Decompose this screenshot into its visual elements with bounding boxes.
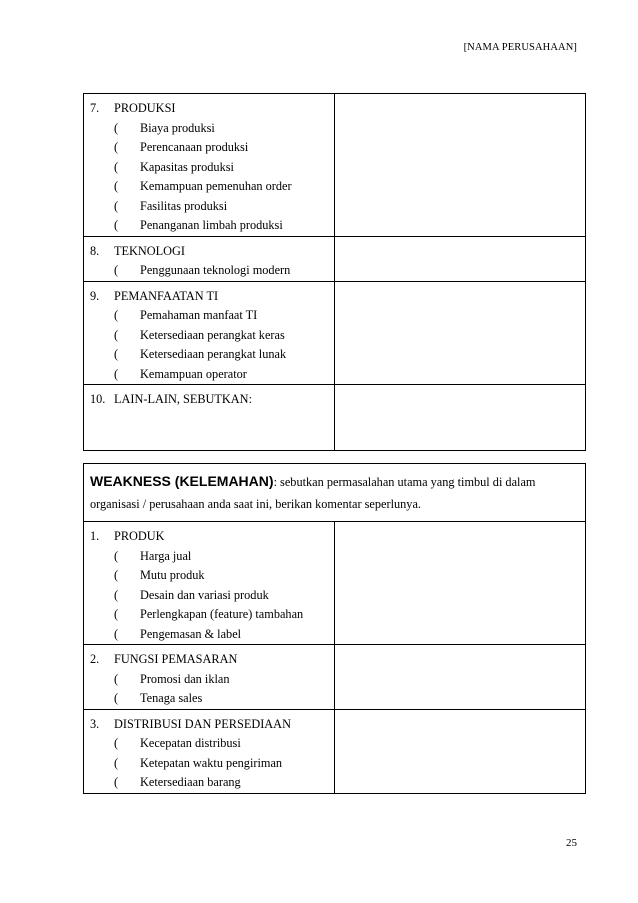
list-item: ( Kapasitas produksi xyxy=(114,159,234,174)
list-item: ( Kemampuan operator xyxy=(114,366,247,381)
table-row xyxy=(84,281,586,385)
category-cell xyxy=(84,281,335,385)
category-heading: 3. DISTRIBUSI DAN PERSEDIAAN xyxy=(90,716,291,731)
weakness-title: WEAKNESS (KELEMAHAN) xyxy=(90,473,274,489)
table-row xyxy=(84,385,586,451)
list-item: ( Mutu produk xyxy=(114,568,205,582)
list-item: ( Fasilitas produksi xyxy=(114,198,228,213)
category-heading: 1. PRODUK xyxy=(90,529,165,543)
comment-cell[interactable] xyxy=(335,645,586,710)
weakness-table xyxy=(83,463,586,794)
comment-cell[interactable] xyxy=(335,522,586,645)
page-number: 25 xyxy=(566,837,577,849)
list-item: ( Perlengkapan (feature) tambahan xyxy=(114,607,304,621)
category-heading: 7. PRODUKSI xyxy=(90,101,176,115)
category-heading: 9. PEMANFAATAN TI xyxy=(90,288,219,303)
list-item: ( Penanganan limbah produksi xyxy=(114,218,283,232)
weakness-heading-cell xyxy=(84,464,586,522)
company-header: [NAMA PERUSAHAAN] xyxy=(463,42,577,53)
category-heading: 10. LAIN-LAIN, SEBUTKAN: xyxy=(90,392,252,406)
list-item: ( Desain dan variasi produk xyxy=(114,587,269,602)
list-item: ( Tenaga sales xyxy=(114,691,203,705)
list-item: ( Ketersediaan perangkat keras xyxy=(114,327,285,342)
category-heading: 2. FUNGSI PEMASARAN xyxy=(90,652,238,666)
category-heading: 8. TEKNOLOGI xyxy=(90,243,186,258)
table-row xyxy=(84,522,586,645)
analysis-table-1 xyxy=(83,93,586,451)
weakness-instruction: : sebutkan permasalahan utama yang timbul di dalam xyxy=(273,475,536,489)
category-cell xyxy=(84,385,335,451)
comment-cell[interactable] xyxy=(335,94,586,237)
table-row xyxy=(84,709,586,793)
table-row xyxy=(84,645,586,710)
category-cell xyxy=(84,236,335,281)
category-cell xyxy=(84,645,335,710)
category-cell xyxy=(84,709,335,793)
table-row xyxy=(84,94,586,237)
list-item: ( Biaya produksi xyxy=(114,120,215,135)
comment-cell[interactable] xyxy=(335,709,586,793)
comment-cell[interactable] xyxy=(335,281,586,385)
list-item: ( Harga jual xyxy=(114,548,192,563)
table-row xyxy=(84,236,586,281)
table-row xyxy=(84,464,586,522)
list-item: ( Kemampuan pemenuhan order xyxy=(114,179,292,193)
comment-cell[interactable] xyxy=(335,385,586,451)
list-item: ( Promosi dan iklan xyxy=(114,671,230,686)
weakness-instruction-line2: organisasi / perusahaan anda saat ini, berikan komentar seperlunya. xyxy=(90,497,421,511)
list-item: ( Ketersediaan perangkat lunak xyxy=(114,347,287,361)
category-cell xyxy=(84,522,335,645)
list-item: ( Pemahaman manfaat TI xyxy=(114,308,258,322)
category-cell xyxy=(84,94,335,237)
comment-cell[interactable] xyxy=(335,236,586,281)
list-item: ( Ketersediaan barang xyxy=(114,775,241,789)
list-item: ( Ketepatan waktu pengiriman xyxy=(114,755,283,770)
list-item: ( Penggunaan teknologi modern xyxy=(114,263,291,277)
list-item: ( Kecepatan distribusi xyxy=(114,736,241,750)
list-item: ( Perencanaan produksi xyxy=(114,140,249,154)
list-item: ( Pengemasan & label xyxy=(114,626,242,641)
